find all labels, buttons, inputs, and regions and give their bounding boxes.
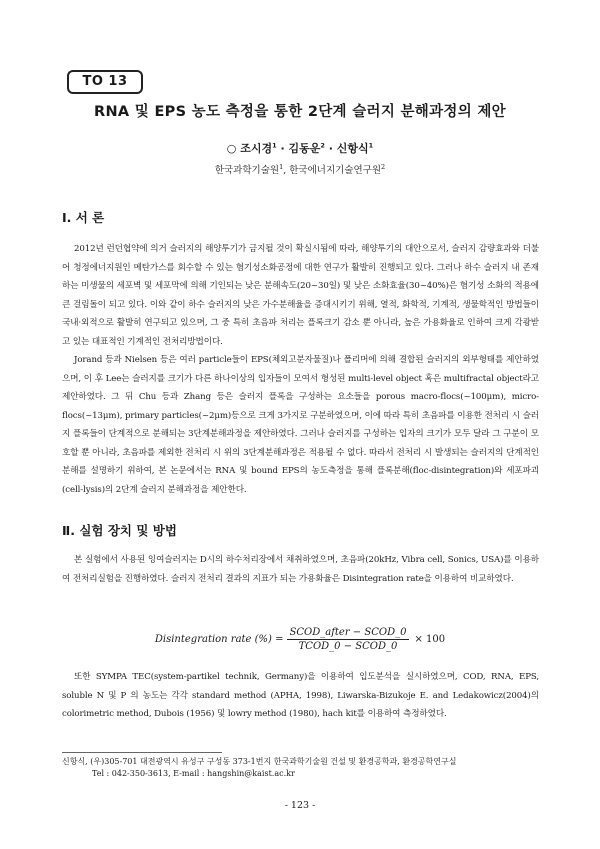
section-heading-methods: Ⅱ. 실험 장치 및 방법 — [62, 523, 177, 538]
methods-body-1 — [62, 551, 539, 588]
author-2-affil: 2 — [320, 141, 325, 150]
author-1: 조시경 — [240, 142, 273, 155]
paper-title: RNA 및 EPS 농도 측정을 통한 2단계 슬러지 분해과정의 제안 — [94, 104, 506, 120]
author-3: 신항식 — [336, 142, 369, 155]
affiliation-2-mark: 2 — [381, 162, 386, 171]
methods-body-2 — [62, 668, 539, 724]
affiliation-separator: , — [283, 165, 290, 176]
author-separator: · — [324, 142, 337, 155]
introduction-body — [62, 240, 539, 499]
methods-paragraph-1: 본 실험에서 사용된 잉여슬러지는 D시의 하수처리장에서 채취하였으며, 초음파(20kHz, Vibra cell, Sonics, USA)를 이용하여 전처리실험을 진행하였다. 슬러지 전처리 결과의 지표가 되는 가용화율은 Disintegration rate을 이용하여 비교하였다. — [62, 555, 539, 584]
introduction-paragraph-1: 2012년 런던협약에 의거 슬러지의 해양투기가 금지될 것이 확실시됨에 따라, 해양투기의 대안으로서, 슬러지 감량효과와 더불어 청정에너지원인 메탄가스를 회수할 수 있는 혐기성소화공정에 대한 연구가 활발히 진행되고 있다. 그러나 하수 슬러지 내 존재하는 미생물의 세포벽 및 세포막에 의해 기인되는 낮은 분해속도(20~30일) 및 낮은 소화효율(30~40%)은 혐기성 소화의 적용에 큰 걸림돌이 되고 있다. 이와 같이 하수 슬러지의 낮은 가수분해율을 증대시키기 위해, 열적, 화학적, 기계적, 생물학적인 방법들이 국내·외적으로 활발히 연구되고 있으며, 그 중 특히 초음파 처리는 플록크기 감소 뿐 아니라, 높은 가용화율로 인하여 크게 각광받고 있는 대표적인 기계적인 전처리방법이다. — [62, 244, 539, 347]
footnote-address: 신항식, (우)305-701 대전광역시 유성구 구성동 373-1번지 한국과학기술원 건설 및 환경공학과, 환경공학연구실 — [62, 757, 457, 766]
equation-fraction — [287, 627, 410, 652]
author-2: 김동운 — [288, 142, 321, 155]
footnote-divider — [62, 752, 222, 753]
author-list — [60, 140, 540, 156]
footnote — [62, 756, 542, 780]
footnote-contact: Tel : 042-350-3613, E-mail : hangshin@kaist.ac.kr — [92, 769, 295, 778]
disintegration-rate-equation — [60, 622, 540, 656]
session-tag: TO 13 — [67, 70, 143, 94]
author-bullet: ○ — [226, 142, 237, 155]
page-number: - 123 - — [284, 800, 316, 811]
equation-numerator: SCOD_after − SCOD_0 — [287, 627, 410, 640]
affiliations — [60, 162, 540, 176]
affiliation-2: 한국에너지기술연구원 — [289, 165, 382, 176]
equation-denominator: TCOD_0 − SCOD_0 — [298, 640, 398, 652]
methods-paragraph-2: 또한 SYMPA TEC(system-partikel technik, Germany)을 이용하여 입도분석을 실시하였으며, COD, RNA, EPS, soluble N 및 P 의 농도는 각각 standard method (APHA, 1998), Liwarska-Bizukoje E. and Ledakowicz(2004)의 colorimetric method, Dubois (1956) 및 lowry method (1980), hach kit를 이용하여 측정하였다. — [62, 672, 539, 719]
equation-multiplier: × 100 — [414, 633, 446, 645]
affiliation-1-mark: 1 — [279, 162, 284, 171]
author-1-affil: 1 — [272, 141, 277, 150]
affiliation-1: 한국과학기술원 — [214, 165, 280, 176]
introduction-paragraph-2: Jorand 등과 Nielsen 등은 여러 particle들이 EPS(체외고분자물질)나 폴리머에 의해 결합된 슬러지의 외부형태를 제안하였으며, 이 후 Lee는 슬러지를 크기가 다른 하나이상의 입자들이 모여서 형성된 multi-level object 혹은 multifractal object라고 제안하였다. 그 뒤 Chu 등과 Zhang 등은 슬러지 플록을 구성하는 요소들을 porous macro-flocs(~100μm), micro-flocs(~13μm), primary particles(~2μm)등으로 크게 3가지로 구분하였으며, 이에 따라 특히 초음파를 이용한 전처리 시 슬러지 플록들이 단계적으로 분해되는 3단계분해과정을 제안하였다. 그러나 슬러지를 구성하는 입자의 크기가 모두 달라 그 구분이 모호할 뿐 아니라, 초음파를 제외한 전처리 시 위의 3단계분해과정은 적용될 수 없다. 따라서 전처리 시 발생되는 슬러지의 단계적인 분해를 설명하기 위하여, 본 논문에서는 RNA 및 bound EPS의 농도측정을 통해 플록분해(floc-disintegration)와 세포파괴(cell-lysis)의 2단계 슬러지 분해과정을 제안한다. — [62, 355, 539, 495]
author-3-affil: 1 — [368, 141, 374, 150]
section-heading-introduction: Ⅰ. 서 론 — [62, 210, 105, 225]
author-separator: · — [276, 142, 289, 155]
equation-lhs: Disintegration rate (%) = — [154, 633, 284, 645]
